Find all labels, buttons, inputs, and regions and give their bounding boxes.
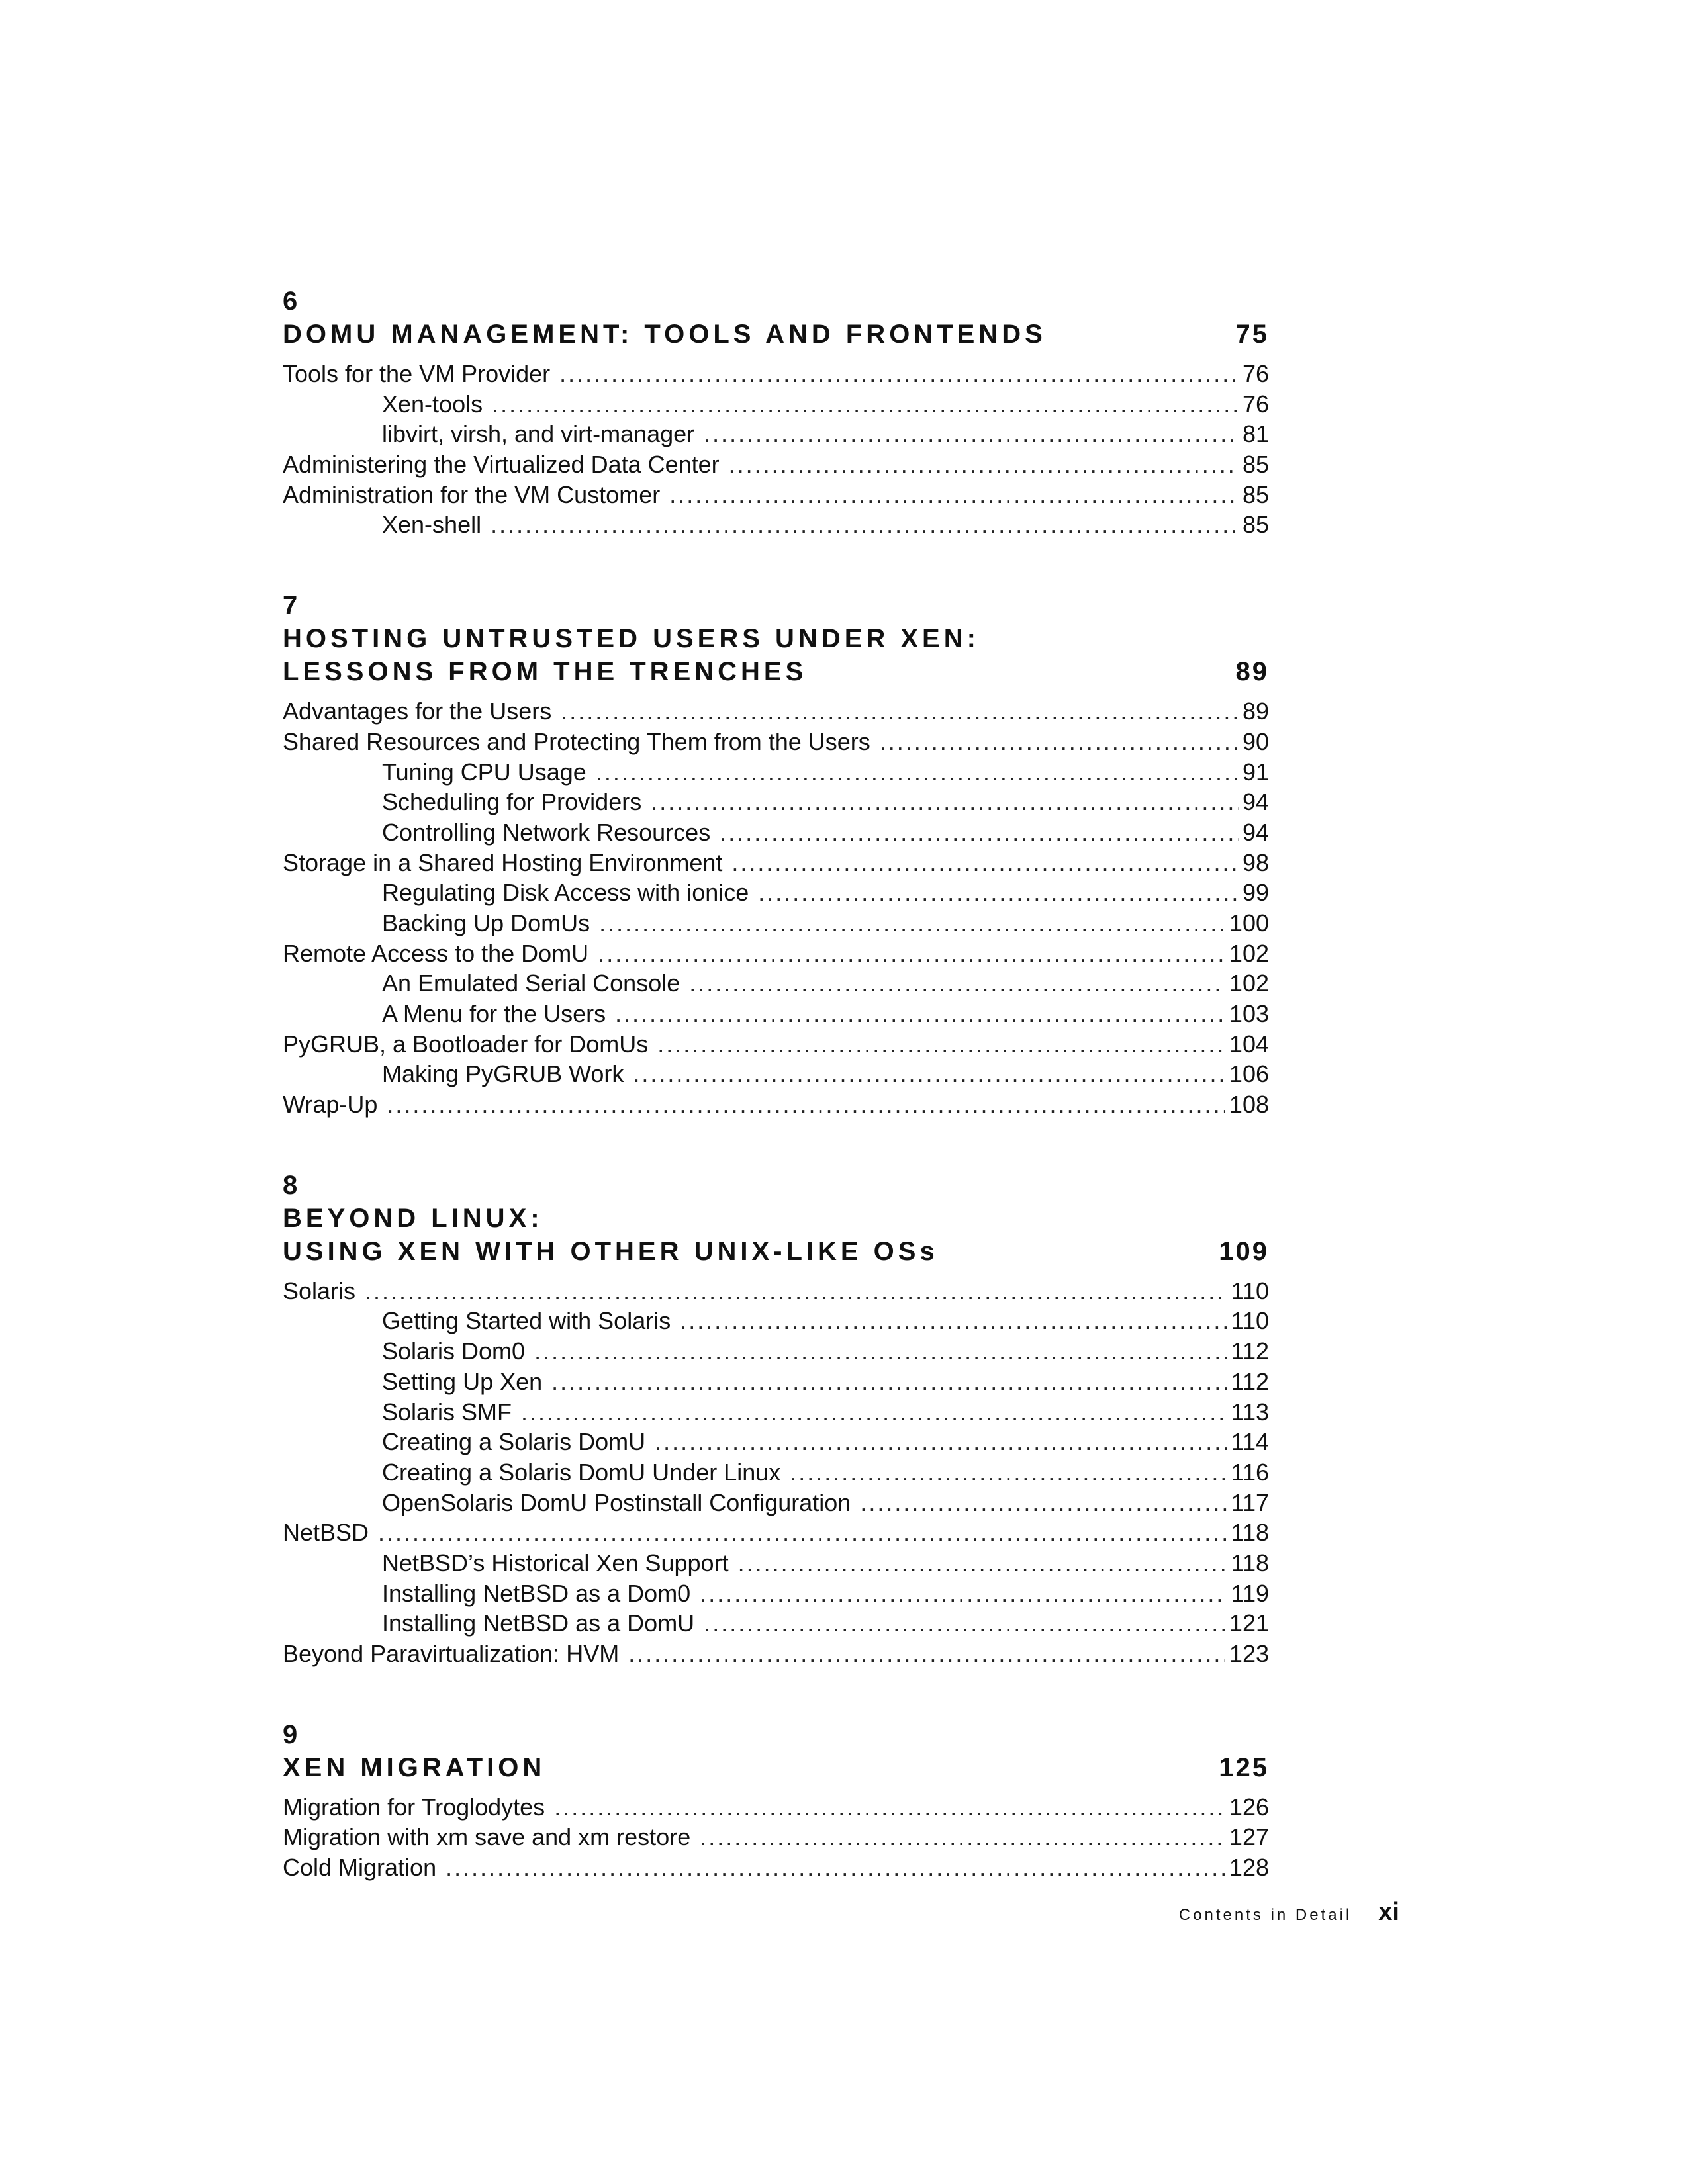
- dot-leader: [554, 1792, 1225, 1823]
- entry-title: PyGRUB, a Bootloader for DomUs: [283, 1030, 649, 1058]
- entry-page-number: 117: [1231, 1488, 1269, 1516]
- entry-page-number: 85: [1242, 480, 1269, 508]
- entry-title: Scheduling for Providers: [382, 788, 642, 816]
- dot-leader: [596, 757, 1239, 788]
- entry-title: Wrap-Up: [283, 1091, 378, 1118]
- entry-page-number: 123: [1229, 1640, 1269, 1667]
- section-list: [283, 1792, 1269, 1883]
- entry-page-number: 106: [1229, 1060, 1269, 1088]
- section-entry[interactable]: [283, 727, 1269, 757]
- chapter-heading: [283, 1202, 1269, 1268]
- entry-title: Creating a Solaris DomU: [382, 1428, 646, 1456]
- dot-leader: [680, 1306, 1227, 1336]
- entry-page-number: 127: [1229, 1823, 1269, 1851]
- subsection-entry[interactable]: [283, 419, 1269, 449]
- dot-leader: [551, 1367, 1227, 1397]
- entry-page-number: 76: [1242, 360, 1269, 387]
- subsection-entry[interactable]: [283, 1059, 1269, 1089]
- subsection-entry[interactable]: [283, 1397, 1269, 1428]
- entry-page-number: 128: [1229, 1854, 1269, 1882]
- entry-title: Xen-shell: [382, 511, 482, 539]
- chapter-heading: [283, 318, 1269, 351]
- dot-leader: [689, 968, 1225, 999]
- entry-title: Migration with xm save and xm restore: [283, 1823, 691, 1851]
- dot-leader: [521, 1397, 1227, 1428]
- dot-leader: [387, 1089, 1225, 1120]
- chapter-title: [283, 318, 1047, 351]
- entry-title: Setting Up Xen: [382, 1367, 543, 1395]
- entry-title: Tuning CPU Usage: [382, 758, 586, 786]
- dot-leader: [378, 1518, 1227, 1548]
- entry-title: A Menu for the Users: [382, 1000, 606, 1027]
- entry-page-number: 94: [1242, 788, 1269, 816]
- dot-leader: [633, 1059, 1225, 1089]
- entry-page-number: 110: [1231, 1307, 1269, 1335]
- entry-page-number: 108: [1229, 1091, 1269, 1118]
- chapter-number: 9: [283, 1719, 299, 1749]
- dot-leader: [561, 696, 1239, 727]
- subsection-entry[interactable]: [283, 1457, 1269, 1488]
- entry-page-number: 119: [1231, 1579, 1269, 1607]
- section-list: [283, 696, 1269, 1120]
- entry-page-number: 112: [1231, 1338, 1269, 1365]
- dot-leader: [559, 359, 1239, 389]
- chapter-title: [283, 1202, 939, 1268]
- dot-leader: [492, 389, 1239, 420]
- entry-page-number: 94: [1242, 818, 1269, 846]
- subsection-entry[interactable]: [283, 817, 1269, 848]
- section-entry[interactable]: [283, 449, 1269, 480]
- entry-title: Remote Access to the DomU: [283, 939, 589, 967]
- chapter-title-line: HOSTING UNTRUSTED USERS UNDER XEN:: [283, 624, 980, 654]
- chapter-page-number: 125: [1219, 1752, 1269, 1782]
- table-of-contents: [283, 285, 1269, 1932]
- entry-page-number: 90: [1242, 727, 1269, 755]
- dot-leader: [445, 1852, 1225, 1883]
- entry-title: Getting Started with Solaris: [382, 1307, 671, 1335]
- section-entry[interactable]: [283, 1792, 1269, 1823]
- dot-leader: [790, 1457, 1227, 1488]
- entry-title: An Emulated Serial Console: [382, 970, 680, 997]
- section-entry[interactable]: [283, 1029, 1269, 1060]
- entry-page-number: 121: [1229, 1610, 1269, 1637]
- entry-title: libvirt, virsh, and virt-manager: [382, 420, 695, 448]
- subsection-entry[interactable]: [283, 1336, 1269, 1367]
- entry-page-number: 118: [1231, 1519, 1269, 1547]
- chapter-heading: [283, 1751, 1269, 1784]
- subsection-entry[interactable]: [283, 968, 1269, 999]
- chapter-title-line: DOMU MANAGEMENT: TOOLS AND FRONTENDS: [283, 320, 1047, 349]
- entry-page-number: 85: [1242, 511, 1269, 539]
- entry-title: Advantages for the Users: [283, 698, 552, 725]
- section-entry[interactable]: [283, 1089, 1269, 1120]
- entry-title: Cold Migration: [283, 1854, 437, 1882]
- entry-title: Xen-tools: [382, 390, 483, 418]
- section-entry[interactable]: [283, 938, 1269, 969]
- chapter-title: [283, 622, 980, 688]
- subsection-entry[interactable]: [283, 1306, 1269, 1336]
- entry-title: Backing Up DomUs: [382, 909, 590, 936]
- entry-title: Solaris: [283, 1277, 356, 1304]
- entry-title: Regulating Disk Access with ionice: [382, 879, 749, 907]
- subsection-entry[interactable]: [283, 908, 1269, 938]
- dot-leader: [700, 1578, 1227, 1609]
- dot-leader: [880, 727, 1239, 757]
- dot-leader: [729, 449, 1239, 480]
- dot-leader: [720, 817, 1239, 848]
- entry-title: OpenSolaris DomU Postinstall Configuration: [382, 1488, 851, 1516]
- entry-page-number: 85: [1242, 451, 1269, 478]
- chapter-page-number: 109: [1219, 1236, 1269, 1266]
- section-entry[interactable]: [283, 1639, 1269, 1669]
- chapter-number: 8: [283, 1170, 299, 1200]
- chapter-heading: [283, 622, 1269, 688]
- chapter-block: [283, 1169, 1269, 1669]
- dot-leader: [534, 1336, 1227, 1367]
- entry-page-number: 100: [1229, 909, 1269, 936]
- chapter-block: [283, 589, 1269, 1120]
- entry-title: NetBSD: [283, 1519, 369, 1547]
- entry-page-number: 103: [1229, 1000, 1269, 1027]
- section-entry[interactable]: [283, 480, 1269, 510]
- entry-title: Solaris SMF: [382, 1398, 512, 1426]
- dot-leader: [628, 1639, 1225, 1669]
- entry-page-number: 104: [1229, 1030, 1269, 1058]
- chapter-title-line: XEN MIGRATION: [283, 1752, 546, 1782]
- entry-page-number: 114: [1231, 1428, 1269, 1456]
- entry-page-number: 102: [1229, 939, 1269, 967]
- footer-section-title: Contents in Detail: [1178, 1906, 1352, 1924]
- entry-title: NetBSD’s Historical Xen Support: [382, 1549, 729, 1576]
- entry-title: Beyond Paravirtualization: HVM: [283, 1640, 620, 1667]
- dot-leader: [700, 1822, 1225, 1852]
- dot-leader: [704, 419, 1239, 449]
- chapter-page-number: 75: [1235, 320, 1269, 349]
- entry-page-number: 89: [1242, 698, 1269, 725]
- dot-leader: [738, 1548, 1227, 1578]
- entry-title: Solaris Dom0: [382, 1338, 526, 1365]
- page-footer: [1179, 1898, 1399, 1927]
- entry-title: Installing NetBSD as a DomU: [382, 1610, 695, 1637]
- entry-page-number: 99: [1242, 879, 1269, 907]
- chapter-title: [283, 1751, 545, 1784]
- section-entry[interactable]: [283, 1852, 1269, 1883]
- entry-title: Installing NetBSD as a Dom0: [382, 1579, 691, 1607]
- chapter-title-line: USING XEN WITH OTHER UNIX-LIKE OSs: [283, 1236, 939, 1266]
- dot-leader: [860, 1488, 1227, 1518]
- subsection-entry[interactable]: [283, 1578, 1269, 1609]
- entry-title: Administration for the VM Customer: [283, 480, 661, 508]
- entry-page-number: 126: [1229, 1793, 1269, 1821]
- section-entry[interactable]: [283, 1518, 1269, 1548]
- entry-title: Tools for the VM Provider: [283, 360, 551, 387]
- section-entry[interactable]: [283, 1276, 1269, 1306]
- chapter-number: 6: [283, 287, 299, 316]
- dot-leader: [669, 480, 1239, 510]
- entry-title: Making PyGRUB Work: [382, 1060, 624, 1088]
- entry-page-number: 118: [1231, 1549, 1269, 1576]
- chapter-page-number: 89: [1235, 657, 1269, 687]
- section-entry[interactable]: [283, 1822, 1269, 1852]
- entry-page-number: 91: [1242, 758, 1269, 786]
- entry-page-number: 102: [1229, 970, 1269, 997]
- entry-page-number: 112: [1231, 1367, 1269, 1395]
- subsection-entry[interactable]: [283, 1427, 1269, 1457]
- section-entry[interactable]: [283, 848, 1269, 878]
- dot-leader: [599, 908, 1225, 938]
- entry-title: Storage in a Shared Hosting Environment: [283, 848, 723, 876]
- chapter-block: [283, 285, 1269, 540]
- entry-page-number: 76: [1242, 390, 1269, 418]
- dot-leader: [598, 938, 1225, 969]
- entry-page-number: 116: [1231, 1458, 1269, 1486]
- dot-leader: [731, 848, 1239, 878]
- subsection-entry[interactable]: [283, 389, 1269, 420]
- subsection-entry[interactable]: [283, 999, 1269, 1029]
- dot-leader: [655, 1427, 1227, 1457]
- chapter-title-line: BEYOND LINUX:: [283, 1203, 543, 1233]
- entry-title: Administering the Virtualized Data Center: [283, 451, 720, 478]
- subsection-entry[interactable]: [283, 787, 1269, 817]
- entry-page-number: 81: [1242, 420, 1269, 448]
- section-list: [283, 359, 1269, 540]
- subsection-entry[interactable]: [283, 1488, 1269, 1518]
- entry-title: Migration for Troglodytes: [283, 1793, 545, 1821]
- subsection-entry[interactable]: [283, 510, 1269, 540]
- subsection-entry[interactable]: [283, 1608, 1269, 1639]
- chapter-block: [283, 1718, 1269, 1883]
- dot-leader: [651, 787, 1239, 817]
- entry-title: Controlling Network Resources: [382, 818, 711, 846]
- subsection-entry[interactable]: [283, 878, 1269, 908]
- dot-leader: [615, 999, 1225, 1029]
- dot-leader: [758, 878, 1239, 908]
- chapter-title-line: LESSONS FROM THE TRENCHES: [283, 657, 808, 687]
- section-list: [283, 1276, 1269, 1669]
- subsection-entry[interactable]: [283, 1548, 1269, 1578]
- dot-leader: [491, 510, 1239, 540]
- section-entry[interactable]: [283, 359, 1269, 389]
- dot-leader: [657, 1029, 1225, 1060]
- subsection-entry[interactable]: [283, 757, 1269, 788]
- entry-title: Creating a Solaris DomU Under Linux: [382, 1458, 781, 1486]
- entry-page-number: 98: [1242, 848, 1269, 876]
- footer-page-number: xi: [1378, 1898, 1399, 1926]
- dot-leader: [365, 1276, 1227, 1306]
- section-entry[interactable]: [283, 696, 1269, 727]
- chapter-number: 7: [283, 591, 299, 621]
- subsection-entry[interactable]: [283, 1367, 1269, 1397]
- dot-leader: [704, 1608, 1225, 1639]
- entry-title: Shared Resources and Protecting Them from the Users: [283, 727, 870, 755]
- entry-page-number: 113: [1231, 1398, 1269, 1426]
- entry-page-number: 110: [1231, 1277, 1269, 1304]
